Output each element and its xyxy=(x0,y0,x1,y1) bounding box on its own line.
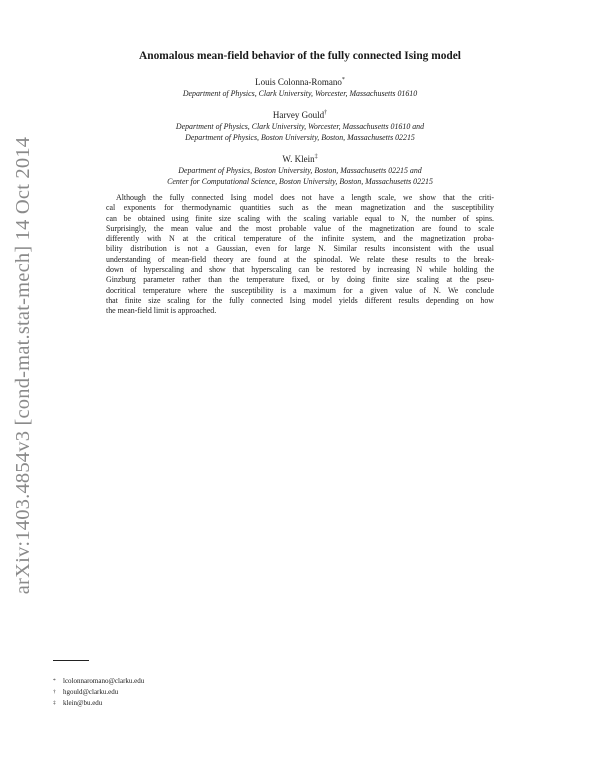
abstract-line: docritical temperature where the susceptibility is a maximum for a given value of N. We conclude xyxy=(106,285,494,295)
abstract xyxy=(106,193,494,317)
arxiv-stamp-text: arXiv:1403.4854v3 [cond-mat.stat-mech] 14 Oct 2014 xyxy=(12,136,35,594)
footnote xyxy=(53,688,118,697)
abstract-line: can be obtained using finite size scaling with the scaling variable equal to N, the number of spins. xyxy=(106,213,494,223)
abstract-line: differently with N at the critical temperature of the infinite system, and the magnetization proba- xyxy=(106,234,494,244)
footnote-email[interactable]: lcolonnaromano@clarku.edu xyxy=(63,677,145,685)
abstract-line: Ginzburg parameter rather than the temperature fixed, or by doing finite size scaling at the pseu- xyxy=(106,275,494,285)
abstract-line: Surprisingly, the mean value and the most probable value of the magnetization are found to scale xyxy=(106,223,494,233)
paper-title: Anomalous mean-field behavior of the fully connected Ising model xyxy=(139,50,461,62)
footnote-rule xyxy=(53,660,89,661)
author-footnote-mark: * xyxy=(341,77,345,83)
author-affiliation: Department of Physics, Boston University, Boston, Massachusetts 02215 and xyxy=(178,166,422,175)
author-affiliation: Department of Physics, Clark University, Worcester, Massachusetts 01610 xyxy=(182,89,418,98)
author-name xyxy=(0,110,600,120)
author-affiliation: Center for Computational Science, Boston University, Boston, Massachusetts 02215 xyxy=(167,176,433,186)
footnote-mark: † xyxy=(53,689,56,695)
footnote-mark: ‡ xyxy=(53,700,56,706)
abstract-line: bility distribution is not a Gaussian, even for large N. Similar results inconsistent with the usual xyxy=(106,244,494,254)
author-name-text: Harvey Gould xyxy=(272,110,325,120)
abstract-line: Although the fully connected Ising model does not have a length scale, we show that the criti- xyxy=(116,193,494,202)
footnote-mark: * xyxy=(53,678,56,684)
author-footnote-mark: ‡ xyxy=(314,154,318,160)
footnote xyxy=(53,677,144,686)
author-name xyxy=(0,154,600,164)
abstract-line: understanding of mean-field theory are found at the spinodal. We relate these results to the break- xyxy=(106,254,494,264)
author-name-text: W. Klein xyxy=(282,154,315,164)
footnote xyxy=(53,699,102,708)
footnote-email[interactable]: klein@bu.edu xyxy=(63,699,103,707)
author-name-text: Louis Colonna-Romano xyxy=(255,77,342,87)
abstract-line: the mean-field limit is approached. xyxy=(106,306,217,316)
arxiv-identifier-stamp xyxy=(10,136,38,594)
author-affiliation: Department of Physics, Boston University, Boston, Massachusetts 02215 xyxy=(185,132,415,142)
author-affiliation: Department of Physics, Clark University, Worcester, Massachusetts 01610 and xyxy=(175,122,425,131)
abstract-line: that finite size scaling for the fully connected Ising model yields different results depending on how xyxy=(106,295,494,305)
footnote-email[interactable]: hgould@clarku.edu xyxy=(63,688,119,696)
abstract-line: cal exponents for thermodynamic quantities such as the mean magnetization and the susceptibility xyxy=(106,203,494,213)
abstract-line: down of hyperscaling and show that hyperscaling can be restored by increasing N while holding the xyxy=(106,265,494,275)
author-footnote-mark: † xyxy=(324,110,328,116)
author-name xyxy=(0,77,600,87)
